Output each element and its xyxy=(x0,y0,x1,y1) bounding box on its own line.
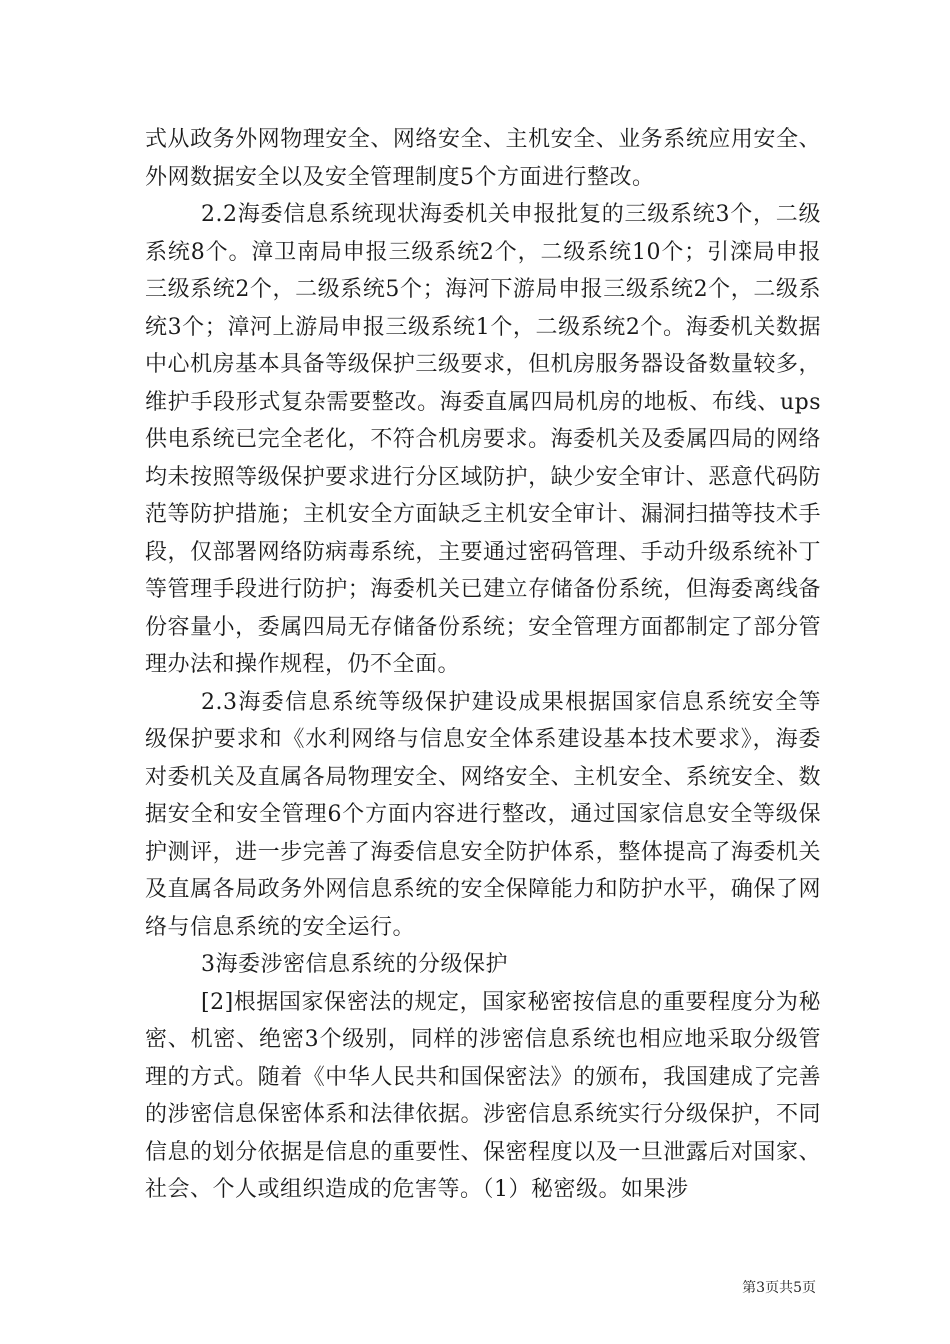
paragraph-continuation: 式从政务外网物理安全、网络安全、主机安全、业务系统应用安全、外网数据安全以及安全管理制度5个方面进行整改。 xyxy=(145,127,821,190)
paragraph-section-2-3: 2.3海委信息系统等级保护建设成果根据国家信息系统安全等级保护要求和《水利网络与信息安全体系建设基本技术要求》，海委对委机关及直属各局物理安全、网络安全、主机安全、系统安全、数据安全和安全管理6个方面内容进行整改，通过国家信息安全等级保护测评，进一步完善了海委信息安全防护体系，整体提高了海委机关及直属各局政务外网信息系统的安全保障能力和防护水平，确保了网络与信息系统的安全运行。 xyxy=(145,689,821,940)
section-heading-3: 3海委涉密信息系统的分级保护 xyxy=(201,952,508,977)
document-body xyxy=(145,121,821,1209)
paragraph-section-2-2: 2.2海委信息系统现状海委机关申报批复的三级系统3个，二级系统8个。漳卫南局申报三级系统2个，二级系统10个；引滦局申报三级系统2个，二级系统5个；海河下游局申报三级系统2个，二级系统3个；漳河上游局申报三级系统1个，二级系统2个。海委机关数据中心机房基本具备等级保护三级要求，但机房服务器设备数量较多，维护手段形式复杂需要整改。海委直属四局机房的地板、布线、ups供电系统已完全老化，不符合机房要求。海委机关及委属四局的网络均未按照等级保护要求进行分区域防护，缺少安全审计、恶意代码防范等防护措施；主机安全方面缺乏主机安全审计、漏洞扫描等技术手段，仅部署网络防病毒系统，主要通过密码管理、手动升级系统补丁等管理手段进行防护；海委机关已建立存储备份系统，但海委离线备份容量小，委属四局无存储备份系统；安全管理方面都制定了部分管理办法和操作规程，仍不全面。 xyxy=(145,202,821,677)
page-number: 第3页共5页 xyxy=(742,1280,816,1296)
paragraph-section-3-body: [2]根据国家保密法的规定，国家秘密按信息的重要程度分为秘密、机密、绝密3个级别，同样的涉密信息系统也相应地采取分级管理的方式。随着《中华人民共和国保密法》的颁布，我国建成了完善的涉密信息保密体系和法律依据。涉密信息系统实行分级保护，不同信息的划分依据是信息的重要性、保密程度以及一旦泄露后对国家、社会、个人或组织造成的危害等。（1）秘密级。如果涉 xyxy=(145,989,821,1202)
